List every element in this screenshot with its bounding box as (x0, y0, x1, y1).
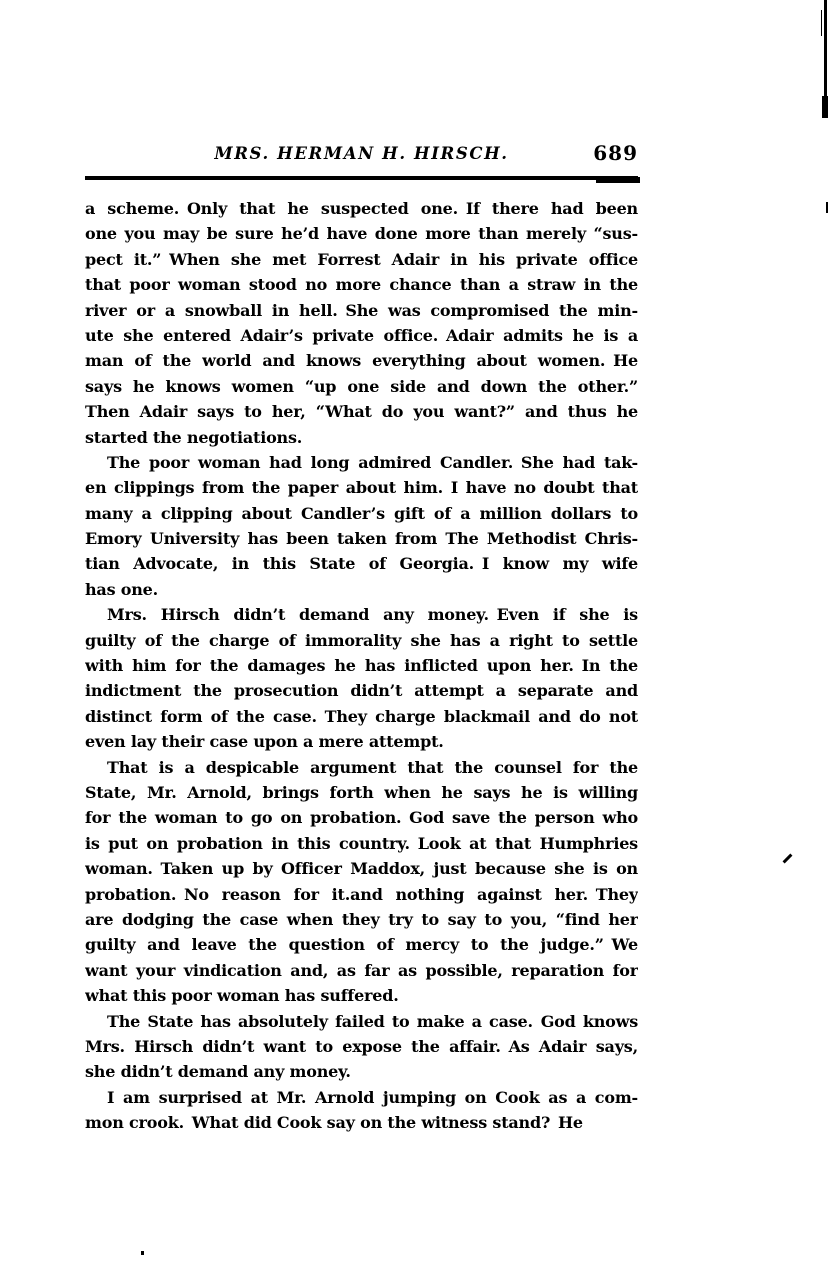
header-rule (85, 176, 638, 180)
text-line: are dodging the case when they try to say to you, “find her (85, 909, 638, 929)
scan-artifact-right-tick (826, 202, 828, 213)
text-line: guilty and leave the question of mercy to the judge.” We (85, 935, 638, 955)
text-line: The poor woman had long admired Candler. She had tak- (107, 452, 638, 472)
text-line: woman. Taken up by Officer Maddox, just because she is on (85, 859, 638, 879)
scan-artifact-diagonal-mark (783, 854, 793, 864)
scan-artifact-edge-blob (822, 96, 828, 118)
text-line: has one. (85, 579, 159, 599)
paragraph (85, 1009, 638, 1085)
text-line: ute she entered Adair’s private office. Adair admits he is a (85, 325, 638, 345)
text-line: probation. No reason for it.and nothing against her. They (85, 884, 638, 904)
text-line: State, Mr. Arnold, brings forth when he says he is willing (85, 782, 638, 802)
text-line: river or a snowball in hell. She was compromised the min- (85, 300, 638, 320)
text-line: says he knows women “up one side and down the other.” (85, 376, 638, 396)
paragraph (85, 1085, 638, 1136)
paragraph (85, 602, 638, 754)
scan-artifact-edge-speck (821, 10, 822, 36)
text-line: mon crook. What did Cook say on the witness stand? He (85, 1113, 583, 1133)
text-line: with him for the damages he has inflicted upon her. In the (85, 656, 638, 676)
text-line: Then Adair says to her, “What do you want?” and thus he (85, 402, 638, 422)
paragraph (85, 196, 638, 450)
text-line: guilty of the charge of immorality she has a right to settle (85, 630, 638, 650)
text-line: started the negotiations. (85, 427, 303, 447)
header-rule-stub (596, 177, 640, 183)
scan-artifact-bottom-speck (141, 1251, 144, 1255)
text-line: Mrs. Hirsch didn’t want to expose the affair. As Adair says, (85, 1036, 638, 1056)
text-line: That is a despicable argument that the counsel for the (107, 757, 638, 777)
paragraph (85, 450, 638, 602)
text-line: one you may be sure he’d have done more than merely “sus- (85, 224, 638, 244)
text-line: The State has absolutely failed to make a case. God knows (107, 1011, 638, 1031)
text-line: pect it.” When she met Forrest Adair in his private office (85, 249, 638, 269)
text-line: Mrs. Hirsch didn’t demand any money. Even if she is (107, 605, 638, 625)
text-line: a scheme. Only that he suspected one. If there had been (85, 199, 638, 218)
text-line: for the woman to go on probation. God save the person who (85, 808, 638, 828)
paragraph (85, 755, 638, 1009)
text-line: en clippings from the paper about him. I have no doubt that (85, 478, 638, 498)
text-line: what this poor woman has suffered. (85, 986, 399, 1006)
text-line: Emory University has been taken from The Methodist Chris- (85, 529, 638, 549)
text-line: that poor woman stood no more chance than a straw in the (85, 275, 638, 295)
text-line: I am surprised at Mr. Arnold jumping on Cook as a com- (107, 1087, 638, 1107)
text-line: many a clipping about Candler’s gift of a million dollars to (85, 503, 638, 523)
text-line: want your vindication and, as far as possible, reparation for (85, 960, 638, 980)
text-line: even lay their case upon a mere attempt. (85, 732, 444, 752)
body-text (85, 196, 638, 1135)
text-line: is put on probation in this country. Look at that Humphries (85, 833, 638, 853)
text-line: tian Advocate, in this State of Georgia. I know my wife (85, 554, 638, 574)
running-header-title: MRS. HERMAN H. HIRSCH. (214, 144, 509, 163)
text-line: man of the world and knows everything about women. He (85, 351, 638, 371)
text-line: she didn’t demand any money. (85, 1062, 351, 1082)
page-number: 689 (593, 141, 638, 165)
text-line: indictment the prosecution didn’t attempt a separate and (85, 681, 638, 701)
running-header (85, 141, 638, 170)
text-line: distinct form of the case. They charge blackmail and do not (85, 706, 638, 726)
